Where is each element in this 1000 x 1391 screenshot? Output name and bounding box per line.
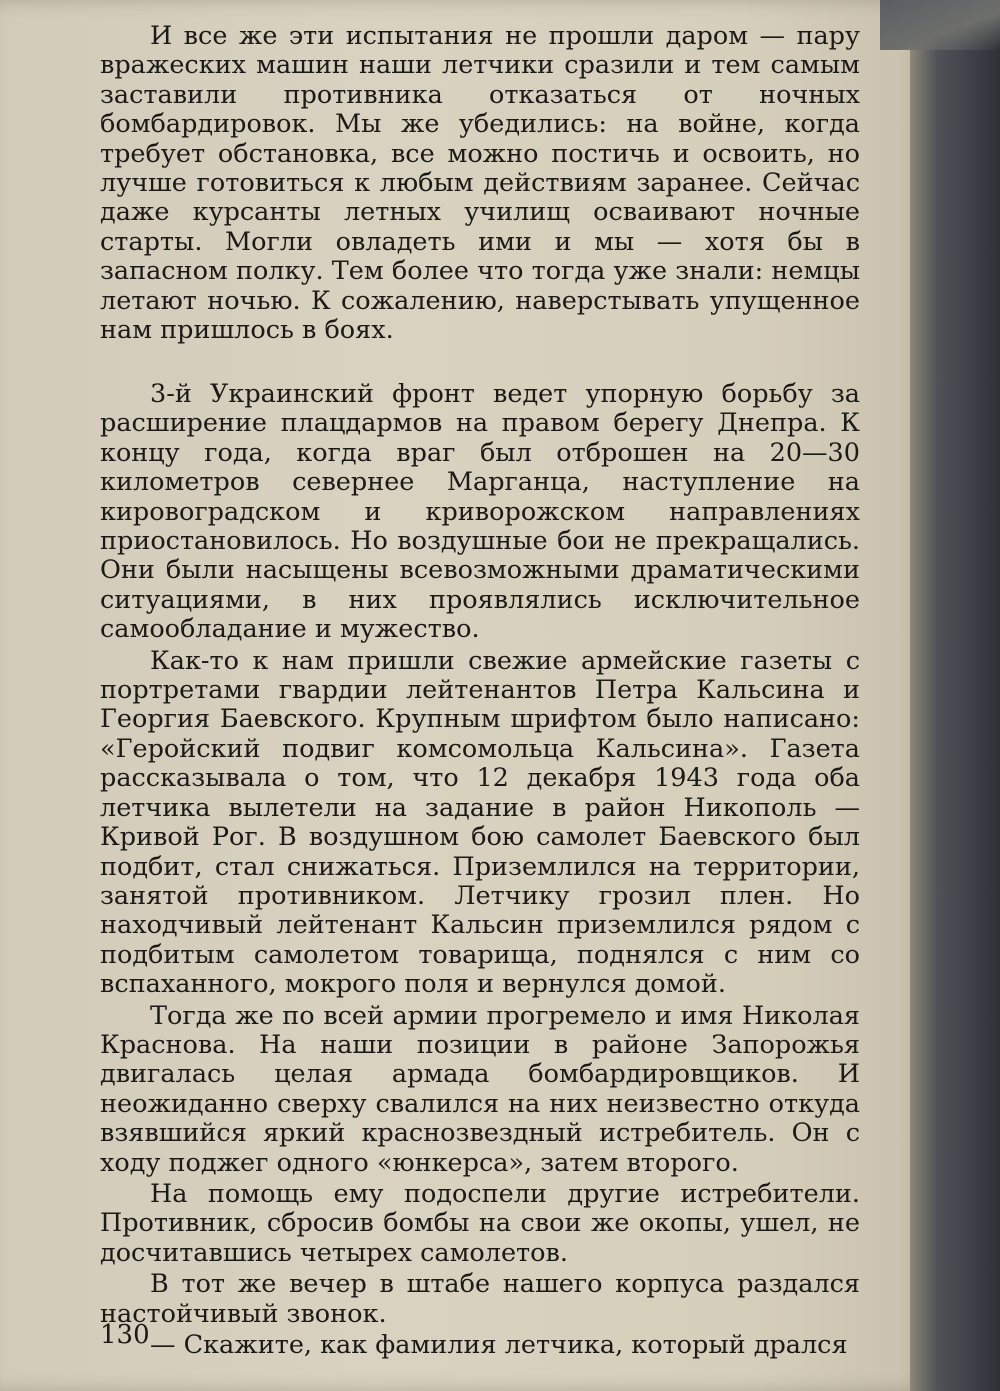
paragraph: Тогда же по всей армии прогремело и имя Николая Краснова. На наши позиции в районе Запорожья двигалась целая армада бомбардировщиков. И неожиданно сверху свалился на них неизвестно откуда взявшийся яркий краснозвездный истребитель. Он с ходу поджег одного «юнкерса», затем второго.	[100, 1000, 860, 1178]
paragraph: — Скажите, как фамилия летчика, который дрался	[150, 1330, 848, 1360]
paragraph: Как-то к нам пришли свежие армейские газеты с портретами гвардии лейтенантов Петра Кальсина и Георгия Баевского. Крупным шрифтом было написано: «Геройский подвиг комсомольца Кальсина». Газета рассказывала о том, что 12 декабря 1943 года оба летчика вылетели на задание в район Никополь — Кривой Рог. В воздушном бою самолет Баевского был подбит, стал снижаться. Приземлился на территории, занятой противником. Летчику грозил плен. Но находчивый лейтенант Кальсин приземлился рядом с подбитым самолетом товарища, поднялся с ним со вспаханного, мокрого поля и вернулся домой.	[100, 645, 860, 1000]
page-corner-shadow	[880, 0, 1000, 50]
section-1	[100, 22, 860, 347]
paragraph: В тот же вечер в штабе нашего корпуса раздался настойчивый звонок.	[100, 1269, 860, 1329]
page-edge-background	[910, 0, 1000, 1391]
paragraph: И все же эти испытания не прошли даром — пару вражеских машин наши летчики сразили и тем самым заставили противника отказаться от ночных бомбардировок. Мы же убедились: на войне, когда требует обстановка, все можно постичь и освоить, но лучше готовиться к любым действиям заранее. Сейчас даже курсанты летных училищ осваивают ночные старты. Могли овладеть ими и мы — хотя бы в запасном полку. Тем более что тогда уже знали: немцы летают ночью. К сожалению, наверстывать упущенное нам пришлось в боях.	[100, 21, 860, 346]
page-number: 130	[100, 1320, 150, 1350]
section-2	[100, 380, 860, 1362]
paragraph: На помощь ему подоспели другие истребители. Противник, сбросив бомбы на свои же окопы, ушел, не досчитавшись четырех самолетов.	[100, 1178, 860, 1268]
paragraph: 3-й Украинский фронт ведет упорную борьбу за расширение плацдармов на правом берегу Днепра. К концу года, когда враг был отброшен на 20—30 километров севернее Марганца, наступление на кировоградском и криворожском направлениях приостановилось. Но воздушные бои не прекращались. Они были насыщены всевозможными драматическими ситуациями, в них проявлялись исключительное самообладание и мужество.	[100, 379, 860, 645]
